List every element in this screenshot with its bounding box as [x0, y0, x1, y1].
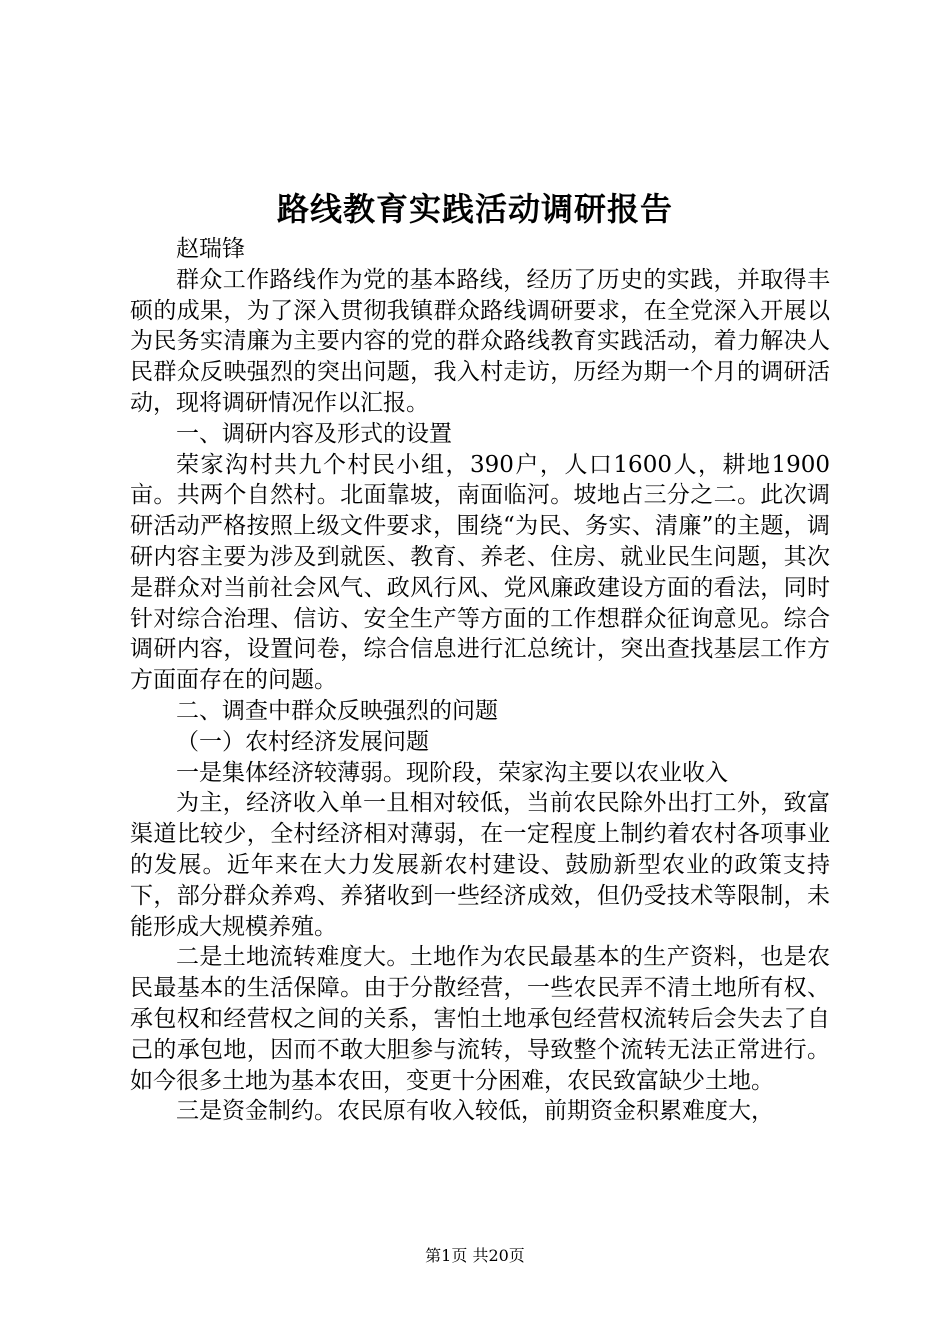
- paragraph-section-1: 荣家沟村共九个村民小组，390户，人口1600人，耕地1900亩。共两个自然村。北面靠坡，南面临河。坡地占三分之二。此次调研活动严格按照上级文件要求，围绕“为民、务实、清廉”的主题，调研内容主要为涉及到就医、教育、养老、住房、就业民生问题，其次是群众对当前社会风气、政风行风、党风廉政建设方面的看法，同时针对综合治理、信访、安全生产等方面的工作想群众征询意见。综合调研内容，设置问卷，综合信息进行汇总统计，突出查找基层工作方方面面存在的问题。: [130, 451, 830, 694]
- subsection-heading-1: （一）农村经济发展问题: [176, 728, 429, 755]
- document-body: [130, 234, 830, 1127]
- document-title: 路线教育实践活动调研报告: [276, 190, 673, 228]
- paragraph-point-1-lead: 一是集体经济较薄弱。现阶段，荣家沟主要以农业收入: [176, 759, 728, 786]
- page-number-footer: 第1页 共20页: [425, 1246, 525, 1265]
- paragraph-point-3: 三是资金制约。农民原有收入较低，前期资金积累难度大，: [176, 1098, 774, 1125]
- section-heading-2: 二、调查中群众反映强烈的问题: [176, 697, 498, 724]
- paragraph-point-2: 二是土地流转难度大。土地作为农民最基本的生产资料，也是农民最基本的生活保障。由于分散经营，一些农民弄不清土地所有权、承包权和经营权之间的关系，害怕土地承包经营权流转后会失去了自己的承包地，因而不敢大胆参与流转，导致整个流转无法正常进行。如今很多土地为基本农田，变更十分困难，农民致富缺少土地。: [130, 944, 830, 1094]
- section-heading-1: 一、调研内容及形式的设置: [176, 420, 452, 447]
- author-name: 赵瑞锋: [176, 236, 245, 262]
- paragraph-intro: 群众工作路线作为党的基本路线，经历了历史的实践，并取得丰硕的成果，为了深入贯彻我镇群众路线调研要求，在全党深入开展以为民务实清廉为主要内容的党的群众路线教育实践活动，着力解决人民群众反映强烈的突出问题，我入村走访，历经为期一个月的调研活动，现将调研情况作以汇报。: [130, 266, 830, 416]
- paragraph-point-1-body: 为主，经济收入单一且相对较低，当前农民除外出打工外，致富渠道比较少，全村经济相对薄弱，在一定程度上制约着农村各项事业的发展。近年来在大力发展新农村建设、鼓励新型农业的政策支持下，部分群众养鸡、养猪收到一些经济成效，但仍受技术等限制，未能形成大规模养殖。: [130, 790, 830, 940]
